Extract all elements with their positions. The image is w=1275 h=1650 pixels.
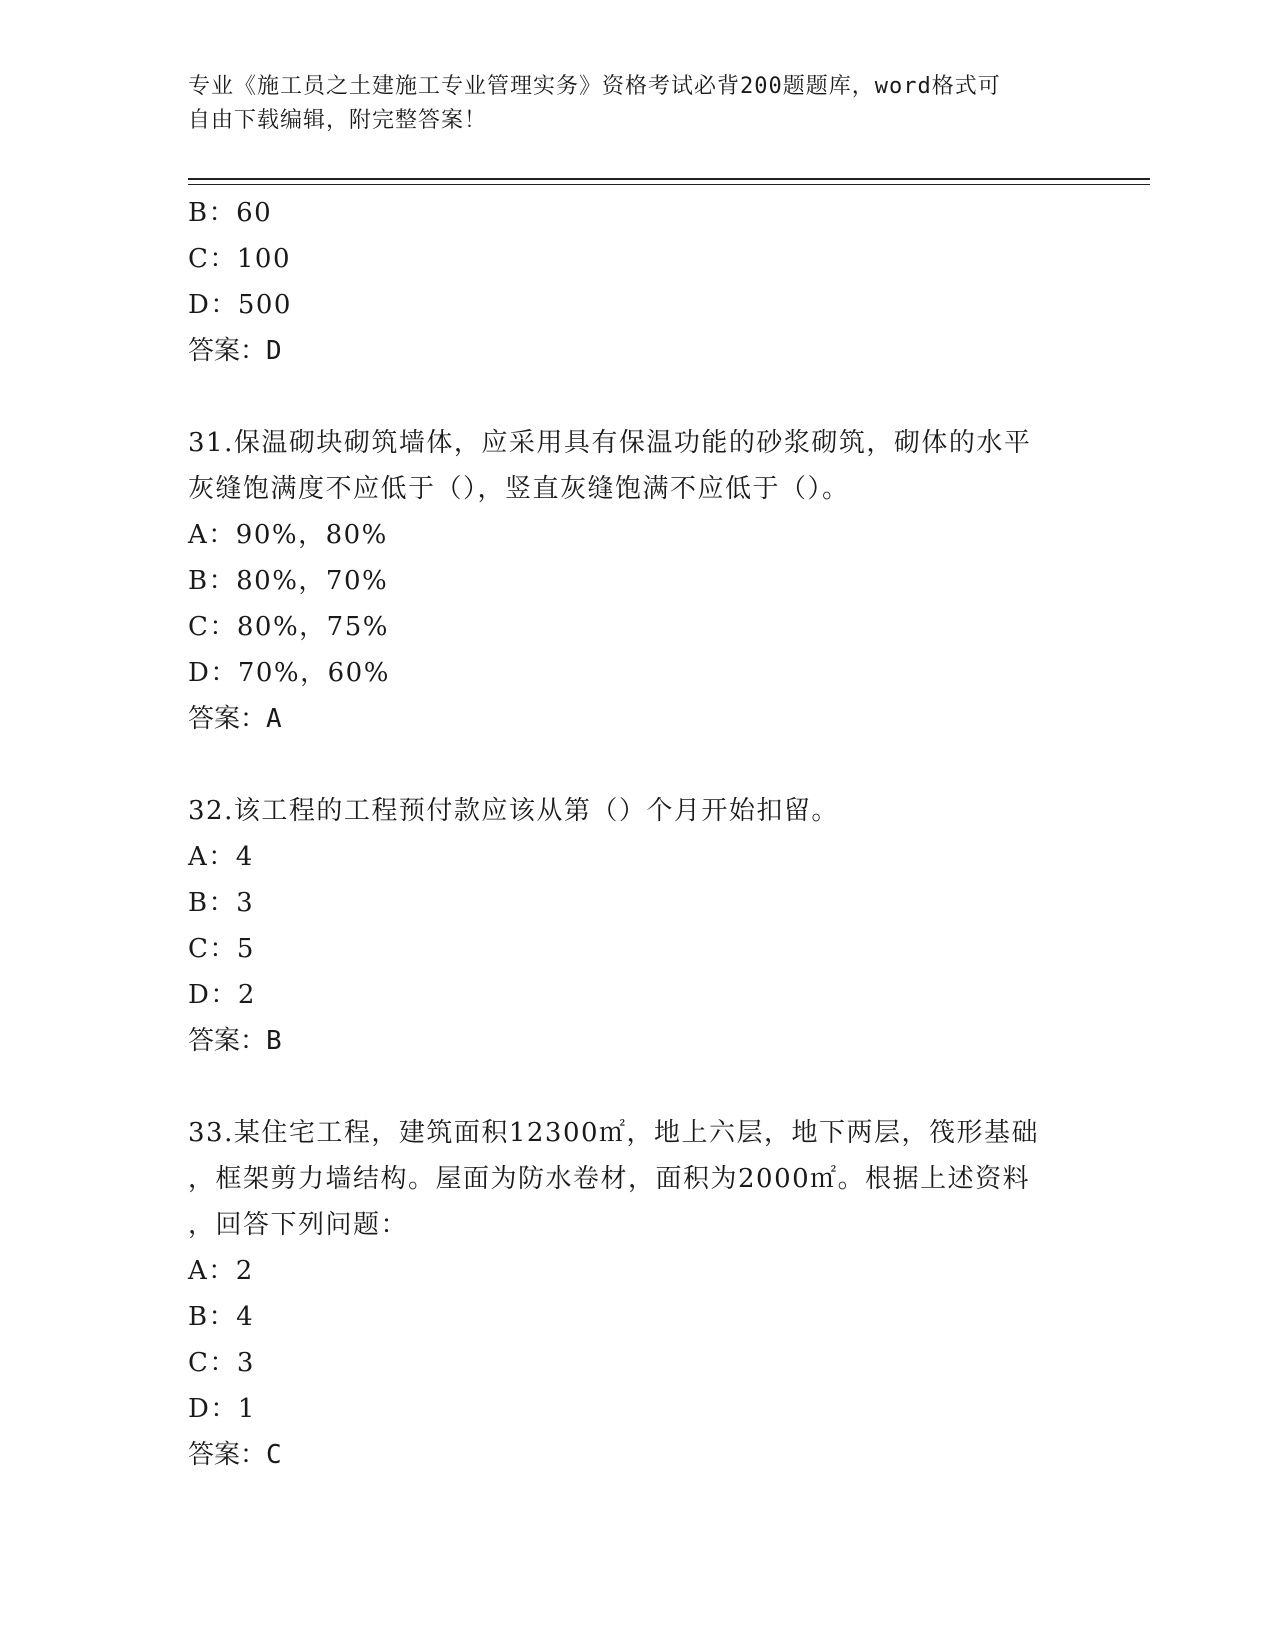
option-d: D：70%，60%: [188, 658, 390, 688]
answer-line: 答案：D: [188, 336, 282, 366]
option-a: A：90%，80%: [188, 520, 388, 550]
option-c: C：80%，75%: [188, 612, 389, 642]
answer-line: 答案：B: [188, 1026, 282, 1056]
prev-question-block: [188, 190, 1088, 374]
answer-line: 答案：A: [188, 704, 282, 734]
option-c: C：100: [188, 244, 292, 274]
question-text: 32.该工程的工程预付款应该从第（）个月开始扣留。: [188, 796, 839, 826]
option-b: B：3: [188, 888, 255, 918]
header-line-1: 专业《施工员之土建施工专业管理实务》资格考试必背200题题库，word格式可: [188, 74, 1001, 99]
option-c: C：5: [188, 934, 255, 964]
question-31: [188, 420, 1088, 742]
document-header: [188, 70, 1088, 138]
header-line-2: 自由下载编辑，附完整答案！: [188, 108, 488, 133]
option-b: B：80%，70%: [188, 566, 389, 596]
answer-line: 答案：C: [188, 1440, 282, 1470]
question-text: 31.保温砌块砌筑墙体，应采用具有保温功能的砂浆砌筑，砌体的水平: [188, 428, 1032, 458]
option-b: B：60: [188, 198, 273, 228]
option-d: D：1: [188, 1394, 256, 1424]
question-list: [188, 190, 1088, 1478]
question-text: 33.某住宅工程，建筑面积12300㎡，地上六层，地下两层，筏形基础: [188, 1118, 1040, 1148]
option-c: C：3: [188, 1348, 255, 1378]
question-32: [188, 788, 1088, 1064]
option-b: B：4: [188, 1302, 255, 1332]
header-divider-thin: [188, 184, 1150, 185]
option-a: A：2: [188, 1256, 254, 1286]
option-d: D：500: [188, 290, 292, 320]
question-text: ，回答下列问题：: [188, 1210, 409, 1240]
question-33: [188, 1110, 1088, 1478]
question-text: 灰缝饱满度不应低于（），竖直灰缝饱满不应低于（）。: [188, 474, 850, 504]
option-a: A：4: [188, 842, 254, 872]
question-text: ，框架剪力墙结构。屋面为防水卷材，面积为2000㎡。根据上述资料: [188, 1164, 1031, 1194]
header-divider: [188, 178, 1150, 180]
option-d: D：2: [188, 980, 256, 1010]
